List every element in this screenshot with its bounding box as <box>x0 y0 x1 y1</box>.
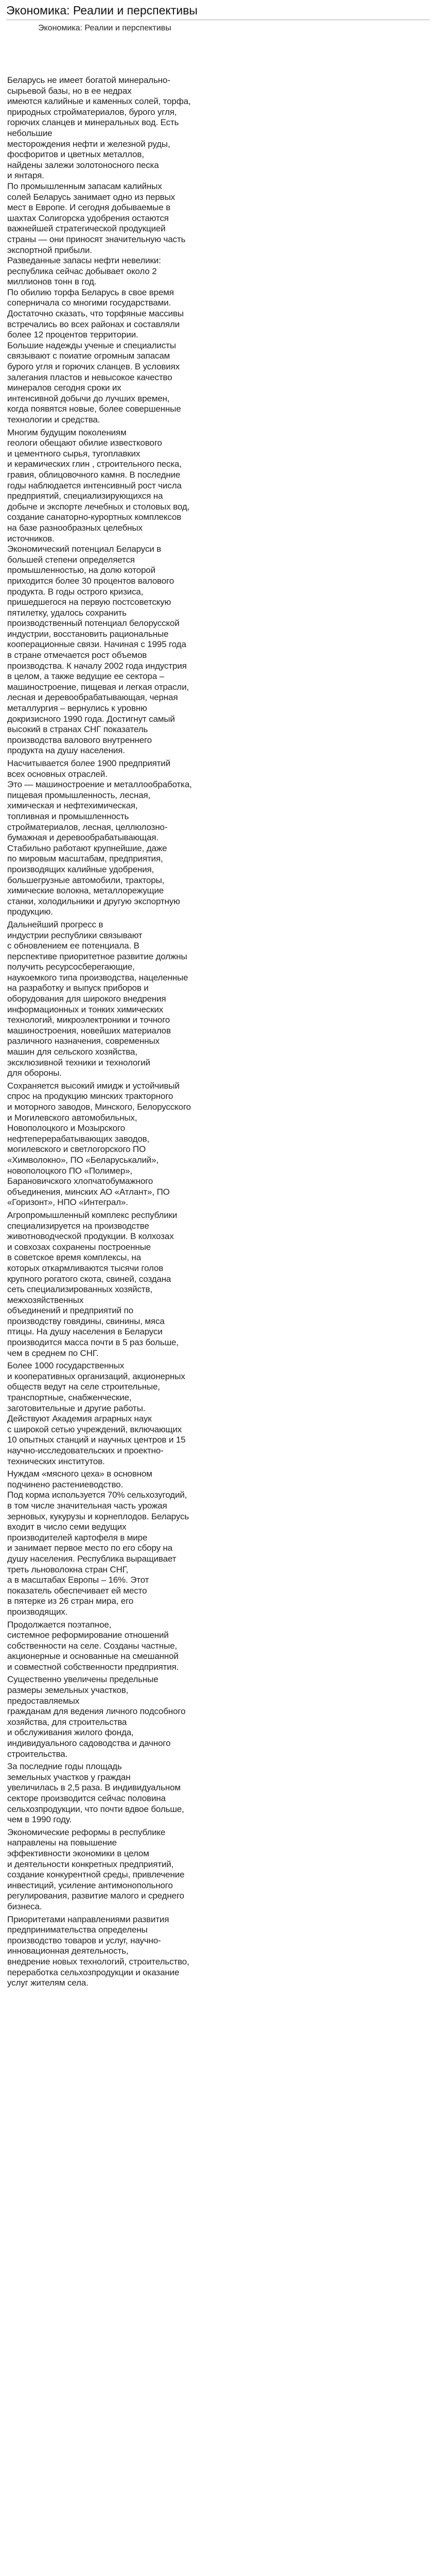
article-paragraph: Насчитывается более 1900 предприятий всех основных отраслей. Это — машиностроение и металлообработка, пищевая промышленность, лесная, химическая и нефтехимическая, топливная и промышленность стройматериалов, лесная, целлюлозно- бумажная и деревообрабатывающая. Стабильно работают крупнейшие, даже по мировым масштабам, предприятия, производящих калийные удобрения, большегрузные автомобили, тракторы, химические волокна, металлорежущие станки, холодильники и другую экспортную продукцию. <box>7 758 192 917</box>
page-subtitle: Экономика: Реалии и перспективы <box>38 24 171 32</box>
article-paragraph: Агропромышленный комплекс республики специализируется на производстве животноводческой продукции. В колхозах и совхозах сохранены построенные в советское время комплексы, на которых откармливаются тысячи голов крупного рогатого скота, свиней, создана сеть специализированных хозяйств, межхозяйственных объединений и предприятий по производству говядины, свинины, мяса птицы. На душу населения в Беларуси производится масса почти в 5 раз больше, чем в среднем по СНГ. <box>7 1210 179 1358</box>
article-paragraph: Нуждам «мясного цеха» в основном подчинено растениеводство. Под корма используется 70% сельхозугодий, в том числе значительная часть урожая зерновых, кукурузы и корнеплодов. Беларусь входит в число семи ведущих производителей картофеля в мире и занимает первое место по его сбору на душу населения. Республика выращивает треть льноволокна стран СНГ, а в масштабах Европы – 16%. Этот показатель обеспечивает ей место в пятерке из 26 стран мира, его производящих. <box>7 1469 189 1617</box>
article-paragraph: Многим будущим поколениям геологи обещают обилие известкового и цементного сырья, тугоплавких и керамических глин , строительного песка, гравия, облицовочного камня. В последние годы наблюдается интенсивный рост числа предприятий, специализирующихся на добыче и экспорте лечебных и столовых вод, создание санаторно-курортных комплексов на базе разнообразных целебных источников. Экономический потенциал Беларуси в большей степени определяется промышленностью, на долю которой приходится более 30 процентов валового продукта. В годы острого кризиса, пришедшегося на первую постсоветскую пятилетку, удалось сохранить производственный потенциал белорусской индустрии, восстановить рациональные кооперационные связи. Начиная с 1995 года в стране отмечается рост объемов производства. К началу 2002 года индустрия в целом, а также ведущие ее сектора – машиностроение, пищевая и легкая отрасли, лесная и деревообрабатывающая, черная металлургия – вернулись к уровню докризисного 1990 года. Достигнут самый высокий в странах СНГ показатель производства валового внутреннего продукта на душу населения. <box>7 427 190 756</box>
article-paragraph: Приоритетами направлениями развития предпринимательства определены производство товаров и услуг, научно- инновационная деятельность, внедрение новых технологий, строительство, переработка сельхозпродукции и оказание услуг жителям села. <box>7 1914 189 1988</box>
header <box>0 0 436 33</box>
page-title: Экономика: Реалии и перспективы <box>6 4 198 17</box>
article-paragraph: Существенно увеличены предельные размеры земельных участков, предоставляемых гражданам для ведения личного подсобного хозяйства, для строительства и обслуживания жилого фонда, индивидуального садоводства и дачного строительства. <box>7 1674 186 1759</box>
article-paragraph: Дальнейший прогресс в индустрии республики связывают с обновлением ее потенциала. В перспективе приоритетное развитие должны получить ресурсосберегающие, наукоемкого типа производства, нацеленные на разработку и выпуск приборов и оборудования для широкого внедрения информационных и тонких химических технологий, микроэлектроники и точного машиностроения, новейших материалов различного назначения, современных машин для сельского хозяйства, эксклюзивной техники и технологий для обороны. <box>7 919 188 1078</box>
article-paragraph: Сохраняется высокий имидж и устойчивый спрос на продукцию минских тракторного и моторного заводов, Минского, Белорусского и Могилевского автомобильных, Новополоцкого и Мозырского нефтеперерабатывающих заводов, могилевского и светлогорского ПО «Химволокно», ПО «Беларуськалий», новополоцкого ПО «Полимер», Барановичского хлопчатобумажного объединения, минских АО «Атлант», ПО «Горизонт», НПО «Интеграл». <box>7 1080 191 1208</box>
article-paragraph: Беларусь не имеет богатой минерально- сырьевой базы, но в ее недрах имеются калийные и каменных солей, торфа, природных стройматериалов, бурого угля, горючих сланцев и минеральных вод. Есть небольшие месторождения нефти и железной руды, фосфоритов и цветных металлов, найдены залежи золотоносного песка и янтаря. По промышленным запасам калийных солей Беларусь занимает одно из первых мест в Европе. И сегодня добываемые в шахтах Солигорска удобрения остаются важнейшей стратегической продукцией страны — они приносят значительную часть экспортной прибыли. Разведанные запасы нефти невелики: республика сейчас добывает около 2 миллионов тонн в год. По обилию торфа Беларусь в свое время соперничала со многими государствами. Достаточно сказать, что торфяные массивы встречались во всех районах и составляли более 12 процентов территории. Большие надежды ученые и специалисты связывают с поиатие огромным запасам бурого угля и горючих сланцев. В условиях залегания пластов и невысокое качество минералов сегодня сроки их интенсивной добычи до лучших времен, когда появятся новые, более совершенные технологии и средства. <box>7 75 191 425</box>
article-body <box>7 75 248 1991</box>
article-paragraph: Продолжается поэтапное, системное реформирование отношений собственности на селе. Созданы частные, акционерные и основанные на смешанной и совместной собственности предприятия. <box>7 1619 179 1672</box>
article-paragraph: Экономические реформы в республике направлены на повышение эффективности экономики в целом и деятельности конкретных предприятий, создание конкурентной среды, привлечение инвестиций, усиление антимонопольного регулирования, развитие малого и среднего бизнеса. <box>7 1827 185 1911</box>
article-paragraph: Более 1000 государственных и кооперативных организаций, акционерных обществ ведут на селе строительные, транспортные, снабженческие, заготовительные и другие работы. Действуют Академия аграрных наук с широкой сетью учреждений, включающих 10 опытных станций и научных центров и 15 научно-исследовательских и проектно- технических институтов. <box>7 1361 186 1466</box>
article-paragraph: За последние годы площадь земельных участков у граждан увеличилась в 2,5 раза. В индивидуальном секторе производится сейчас половина сельхозпродукции, что почти вдвое больше, чем в 1990 году. <box>7 1761 184 1825</box>
